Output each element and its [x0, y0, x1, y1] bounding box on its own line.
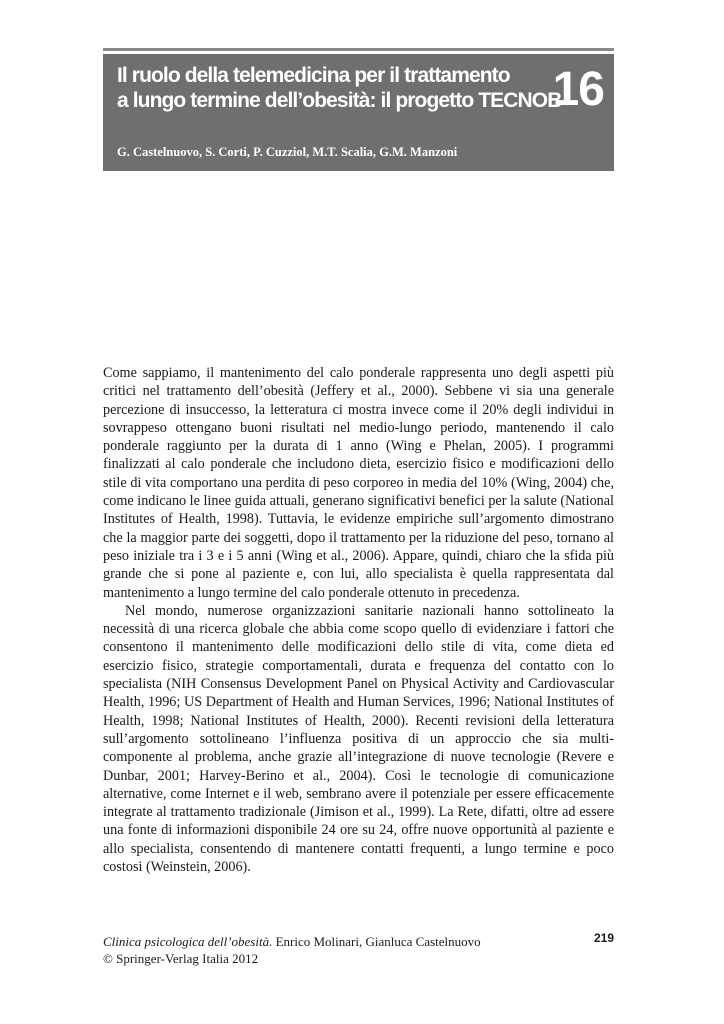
body-paragraph-1: Come sappiamo, il mantenimento del calo ponderale rappresenta uno degli aspetti più critici nel trattamento dell’obesità (Jeffery et al., 2000). Sebbene vi sia una generale percezione di insuccesso, la letteratura ci mostra invece come il 20% degli individui in sovrappeso ottengano buoni risultati nel medio-lungo periodo, mantenendo il calo ponderale raggiunto per la durata di 1 anno (Wing e Phelan, 2005). I programmi finalizzati al calo ponderale che includono dieta, esercizio fisico e modificazioni dello stile di vita comportano una perdita di peso corporeo in media del 10% (Wing, 2004) che, come indicano le linee guida attuali, generano significativi benefici per la salute (National Institutes of Health, 1998). Tuttavia, le evidenze empiriche sull’argomento dimostrano che la maggior parte dei soggetti, dopo il trattamento per la riduzione del peso, tornano al peso iniziale tra i 3 e i 5 anni (Wing et al., 2006). Appare, quindi, chiaro che la sfida più grande che si pone al paziente e, con lui, allo specialista è quella rappresentata dal mantenimento a lungo termine del calo ponderale ottenuto in precedenza. — [103, 365, 614, 601]
chapter-title-line-1: Il ruolo della telemedicina per il trattamento — [117, 64, 510, 87]
chapter-number: 16 — [552, 63, 604, 116]
chapter-header — [103, 54, 614, 171]
footer-editors: Enrico Molinari, Gianluca Castelnuovo — [275, 934, 481, 949]
chapter-authors: G. Castelnuovo, S. Corti, P. Cuzziol, M.T. Scalia, G.M. Manzoni — [117, 145, 458, 159]
page-number: 219 — [594, 931, 615, 945]
chapter-title-line-2: a lungo termine dell’obesità: il progetto TECNOB — [117, 89, 562, 112]
footer-citation — [103, 933, 481, 950]
body-paragraph-2: Nel mondo, numerose organizzazioni sanitarie nazionali hanno sottolineato la necessità di una ricerca globale che abbia come scopo quello di evidenziare i fattori che consentono il mantenimento delle modificazioni dello stile di vita, come dieta ed esercizio fisico, strategie comportamentali, durata e frequenza del contatto con lo specialista (NIH Consensus Development Panel on Physical Activity and Cardiovascular Health, 1996; US Department of Health and Human Services, 1996; National Institutes of Health, 1998; National Institutes of Health, 2000). Recenti revisioni della letteratura sull’argomento sottolineano l’influenza positiva di un approccio che sia multi-componente al problema, anche grazie all’integrazione di nuove tecnologie (Revere e Dunbar, 2001; Harvey-Berino et al., 2004). Così le tecnologie di comunicazione alternative, come Internet e il web, sembrano avere il potenziale per essere efficacemente integrate al trattamento tradizionale (Jimison et al., 1999). La Rete, difatti, oltre ad essere una fonte di informazioni disponibile 24 ore su 24, offre nuove opportunità al paziente e allo specialista, consentendo di mantenere contatti frequenti, a lungo termine e poco costosi (Weinstein, 2006). — [103, 602, 614, 876]
header-top-rule — [103, 48, 614, 51]
body-text — [103, 364, 614, 876]
footer-copyright: © Springer-Verlag Italia 2012 — [103, 951, 259, 966]
footer-book-title: Clinica psicologica dell’obesità. — [103, 934, 273, 949]
page-footer — [103, 933, 481, 967]
chapter-title — [117, 63, 562, 113]
